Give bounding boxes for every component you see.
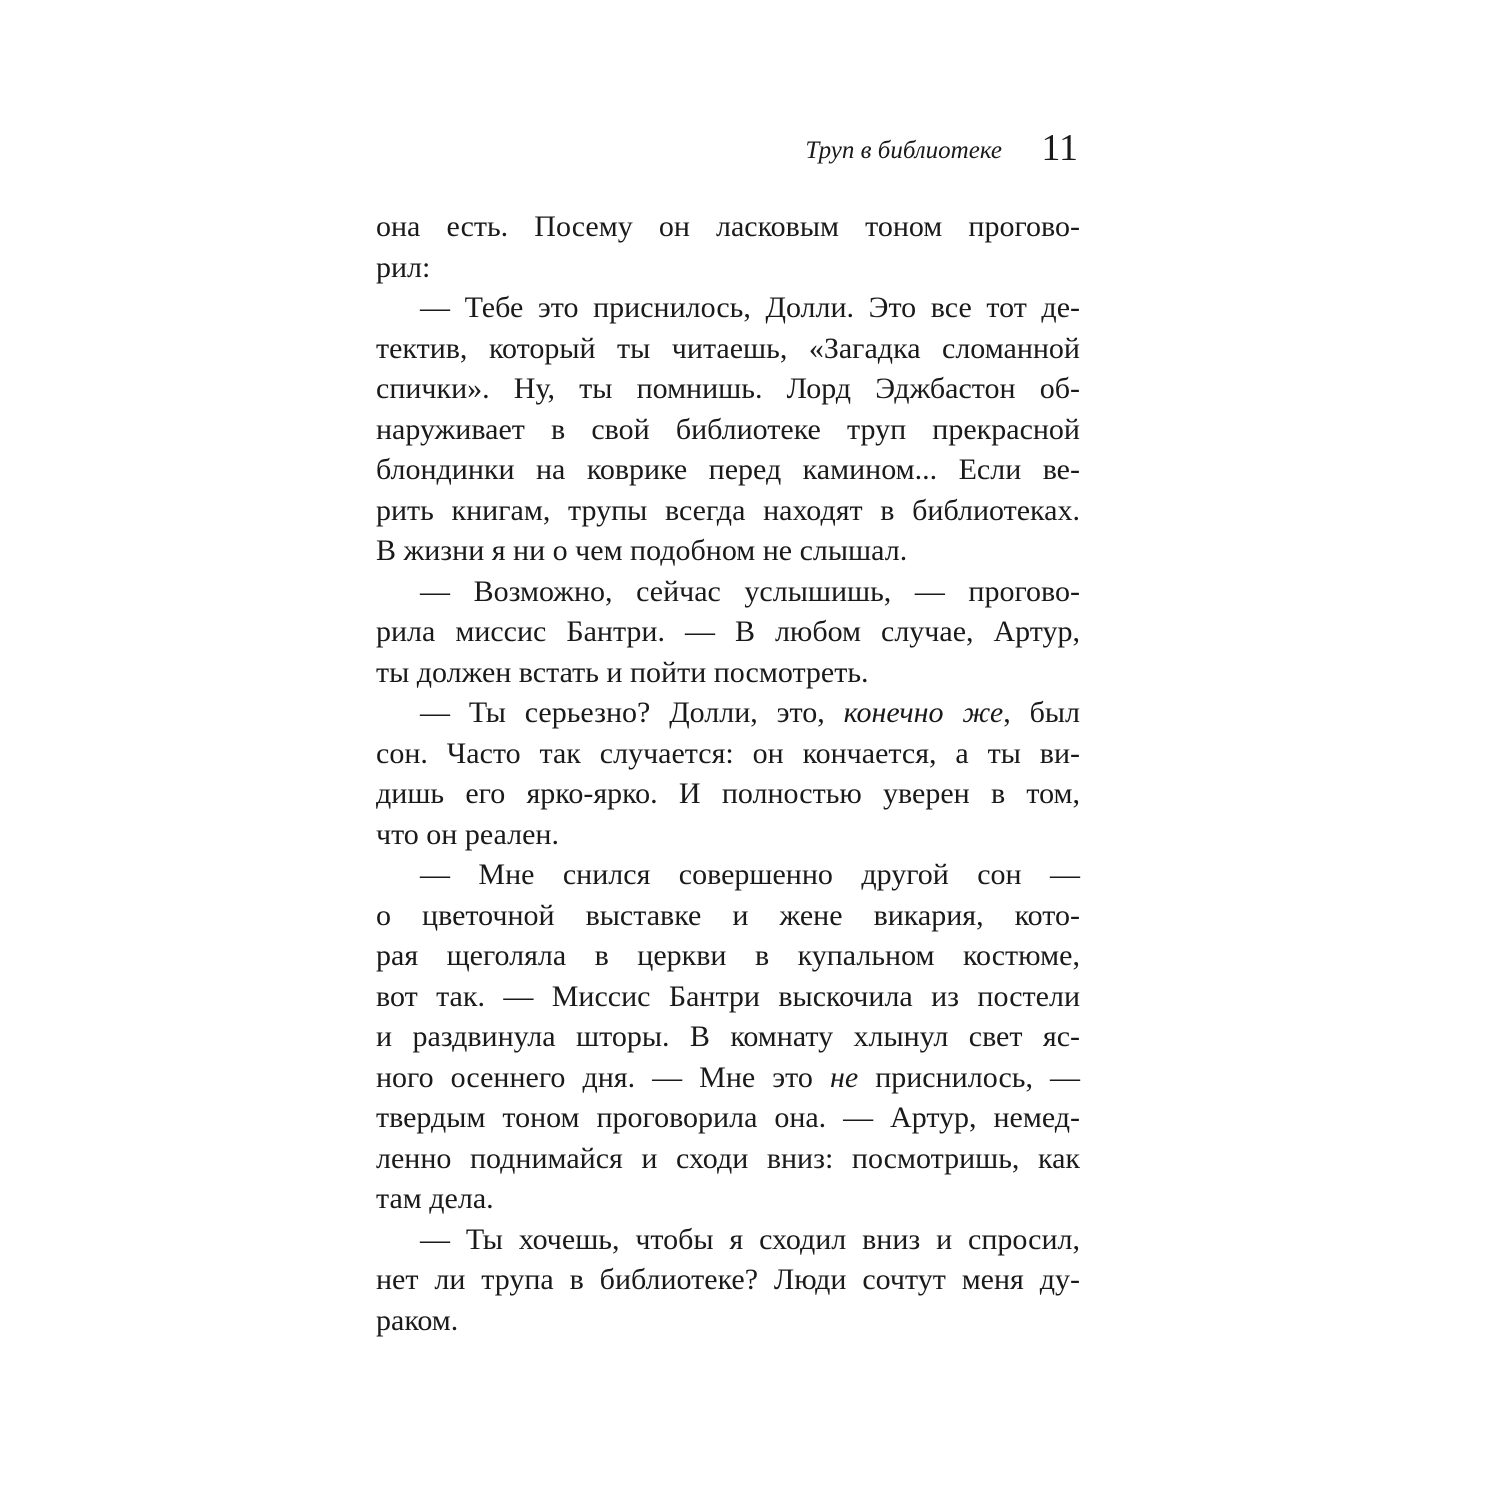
paragraph bbox=[376, 855, 1080, 1220]
text-line bbox=[376, 410, 1080, 451]
text-line bbox=[376, 653, 1080, 694]
text-line bbox=[376, 774, 1080, 815]
text-run: ного осеннего дня. — Мне это bbox=[376, 1060, 830, 1094]
text-run: — Ты серьезно? Долли, это, bbox=[420, 696, 844, 729]
text-run: раком. bbox=[376, 1303, 459, 1337]
text-line bbox=[376, 896, 1080, 937]
text-line bbox=[376, 1260, 1080, 1301]
paragraph bbox=[376, 207, 1080, 288]
text-line bbox=[376, 531, 1080, 572]
running-head bbox=[376, 126, 1080, 176]
text-line bbox=[376, 693, 1080, 734]
text-run: В жизни я ни о чем подобном не слышал. bbox=[376, 534, 908, 567]
paragraph bbox=[376, 572, 1080, 694]
text-line bbox=[376, 734, 1080, 775]
paragraph bbox=[376, 693, 1080, 855]
text-run: блондинки на коврике перед камином... Если ве- bbox=[376, 453, 1080, 486]
text-run: рая щеголяла в церкви в купальном костюме, bbox=[376, 939, 1080, 972]
text-run: о цветочной выставке и жене викария, кото- bbox=[376, 898, 1080, 932]
text-line bbox=[376, 1220, 1080, 1261]
text-line bbox=[376, 815, 1080, 856]
text-run: — Ты хочешь, чтобы я сходил вниз и спросил, bbox=[420, 1222, 1080, 1256]
text-run: рить книгам, трупы всегда находят в библиотеках. bbox=[376, 493, 1080, 527]
text-line bbox=[376, 1098, 1080, 1139]
text-line bbox=[376, 248, 1080, 289]
body-text bbox=[376, 207, 1080, 1341]
text-line bbox=[376, 612, 1080, 653]
text-run: приснилось, — bbox=[858, 1060, 1081, 1094]
text-run: ты должен встать и пойти посмотреть. bbox=[376, 655, 869, 689]
italic-text: конечно же bbox=[843, 696, 1004, 729]
text-run: рил: bbox=[376, 250, 431, 284]
text-run: рила миссис Бантри. — В любом случае, Артур, bbox=[376, 615, 1080, 648]
text-run: там дела. bbox=[376, 1182, 494, 1215]
text-run: сон. Часто так случается: он кончается, а ты ви- bbox=[376, 736, 1080, 770]
text-line bbox=[376, 369, 1080, 410]
text-run: тектив, который ты читаешь, «Загадка сломанной bbox=[376, 331, 1080, 365]
running-title: Труп в библиотеке bbox=[805, 137, 1002, 164]
text-run: спички». Ну, ты помнишь. Лорд Эджбастон об- bbox=[376, 372, 1080, 405]
text-run: наруживает в свой библиотеке труп прекрасной bbox=[376, 412, 1080, 446]
text-line bbox=[376, 1139, 1080, 1180]
text-run: , был bbox=[1003, 696, 1080, 729]
text-line bbox=[376, 1058, 1080, 1099]
text-run: — Возможно, сейчас услышишь, — прогово- bbox=[420, 574, 1080, 608]
text-run: вот так. — Миссис Бантри выскочила из постели bbox=[376, 979, 1080, 1013]
text-run: и раздвинула шторы. В комнату хлынул свет яс- bbox=[376, 1020, 1080, 1053]
text-run: — Тебе это приснилось, Долли. Это все тот де- bbox=[420, 291, 1080, 324]
text-line bbox=[376, 491, 1080, 532]
paragraph bbox=[376, 288, 1080, 572]
page-number: 11 bbox=[1041, 127, 1078, 169]
text-line bbox=[376, 855, 1080, 896]
text-line bbox=[376, 936, 1080, 977]
paragraph bbox=[376, 1220, 1080, 1342]
text-run: дишь его ярко-ярко. И полностью уверен в том, bbox=[376, 777, 1080, 810]
text-run: что он реален. bbox=[376, 817, 559, 851]
text-line bbox=[376, 329, 1080, 370]
text-line bbox=[376, 1301, 1080, 1342]
text-line bbox=[376, 572, 1080, 613]
text-run: твердым тоном проговорила она. — Артур, немед- bbox=[376, 1101, 1080, 1134]
text-line bbox=[376, 450, 1080, 491]
text-line bbox=[376, 1017, 1080, 1058]
text-run: нет ли трупа в библиотеке? Люди сочтут меня ду- bbox=[376, 1263, 1080, 1296]
italic-text: не bbox=[829, 1060, 859, 1094]
text-line bbox=[376, 207, 1080, 248]
text-run: — Мне снился совершенно другой сон — bbox=[420, 858, 1080, 891]
text-line bbox=[376, 977, 1080, 1018]
text-line bbox=[376, 1179, 1080, 1220]
text-run: она есть. Посему он ласковым тоном прогово- bbox=[376, 210, 1080, 243]
text-line bbox=[376, 288, 1080, 329]
text-run: ленно поднимайся и сходи вниз: посмотришь, как bbox=[376, 1141, 1080, 1175]
